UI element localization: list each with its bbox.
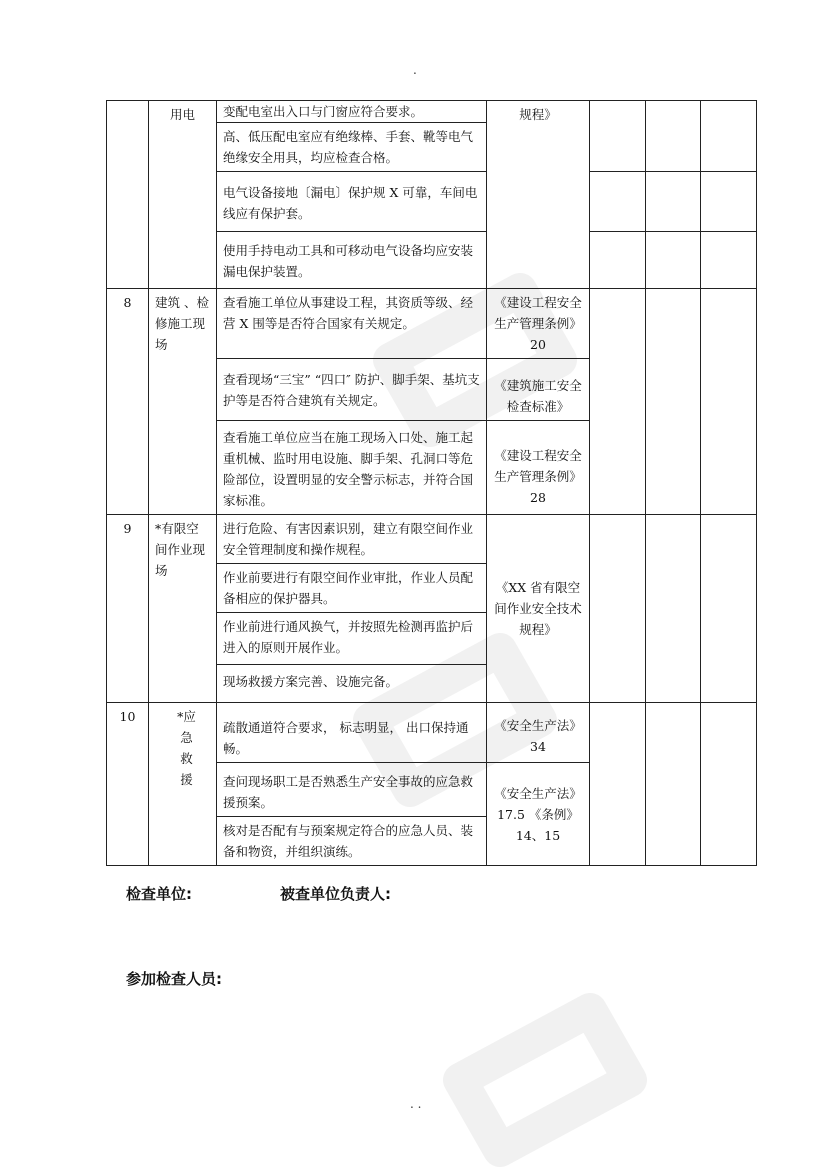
- check-cell: [646, 289, 701, 515]
- inspection-content: 现场救援方案完善、设施完备。: [217, 665, 487, 703]
- bottom-dots: . .: [410, 1097, 422, 1111]
- check-cell: [590, 172, 646, 232]
- inspection-basis: 《安全生产法》 34: [487, 703, 590, 763]
- inspection-basis: 《XX 省有限空间作业安全技术规程》: [487, 515, 590, 703]
- check-cell: [646, 172, 701, 232]
- check-cell: [590, 101, 646, 172]
- check-cell: [701, 289, 757, 515]
- inspection-content: 查看现场“三宝” “四口″ 防护、脚手架、基坑支护等是否符合建筑有关规定。: [217, 359, 487, 421]
- table-row: [107, 515, 757, 564]
- item-number: 9: [107, 515, 149, 703]
- table-row: [107, 703, 757, 763]
- check-cell: [646, 232, 701, 289]
- inspection-content: 查问现场职工是否熟悉生产安全事故的应急救援预案。: [217, 763, 487, 817]
- inspection-area: *应急救援: [149, 703, 217, 866]
- inspection-area: 建筑 、检修施工现场: [149, 289, 217, 515]
- check-cell: [646, 515, 701, 703]
- inspection-unit-label: 检查单位:: [126, 885, 192, 903]
- inspection-content: 疏散通道符合要求， 标志明显， 出口保持通畅。: [217, 703, 487, 763]
- inspection-content: 作业前要进行有限空间作业审批，作业人员配备相应的保护器具。: [217, 564, 487, 613]
- inspection-content: 查看施工单位应当在施工现场入口处、施工起重机械、监时用电设施、脚手架、孔洞口等危险部位，设置明显的安全警示标志，并符合国家标准。: [217, 421, 487, 515]
- top-dot: .: [413, 63, 417, 77]
- item-number: 8: [107, 289, 149, 515]
- inspection-table: [106, 100, 757, 866]
- inspection-content: 高、低压配电室应有绝缘棒、手套、靴等电气绝缘安全用具，均应检查合格。: [217, 123, 487, 172]
- check-cell: [590, 515, 646, 703]
- item-number: 10: [107, 703, 149, 866]
- participants-label: 参加检查人员:: [126, 970, 222, 988]
- inspection-basis: 《建筑施工安全检查标准》: [487, 359, 590, 421]
- check-cell: [701, 703, 757, 866]
- inspection-content: 作业前进行通风换气，并按照先检测再监护后进入的原则开展作业。: [217, 613, 487, 665]
- item-number: [107, 101, 149, 289]
- inspection-basis: 规程》: [487, 101, 590, 289]
- inspection-content: 进行危险、有害因素识别，建立有限空间作业安全管理制度和操作规程。: [217, 515, 487, 564]
- check-cell: [701, 172, 757, 232]
- check-cell: [590, 232, 646, 289]
- check-cell: [646, 101, 701, 172]
- check-cell: [701, 515, 757, 703]
- inspected-leader-label: 被查单位负责人:: [280, 885, 391, 903]
- inspection-content: 使用手持电动工具和可移动电气设备均应安装漏电保护装置。: [217, 232, 487, 289]
- check-cell: [590, 703, 646, 866]
- inspection-area: *有限空间作业现场: [149, 515, 217, 703]
- inspection-content: 变配电室出入口与门窗应符合要求。: [217, 101, 487, 123]
- inspection-content: 查看施工单位从事建设工程，其资质等级、经营 X 围等是否符合国家有关规定。: [217, 289, 487, 359]
- check-cell: [590, 289, 646, 515]
- inspection-content: 电气设备接地〔漏电〕保护规 X 可靠，车间电线应有保护套。: [217, 172, 487, 232]
- table-row: [107, 101, 757, 123]
- check-cell: [646, 703, 701, 866]
- check-cell: [701, 101, 757, 172]
- inspection-basis: 《建设工程安全生产管理条例》 28: [487, 421, 590, 515]
- table-row: [107, 289, 757, 359]
- check-cell: [701, 232, 757, 289]
- inspection-content: 核对是否配有与预案规定符合的应急人员、装备和物资，并组织演练。: [217, 817, 487, 866]
- inspection-basis: 《安全生产法》 17.5 《条例》 14、15: [487, 763, 590, 866]
- inspection-basis: 《建设工程安全生产管理条例》 20: [487, 289, 590, 359]
- inspection-area: 用电: [149, 101, 217, 289]
